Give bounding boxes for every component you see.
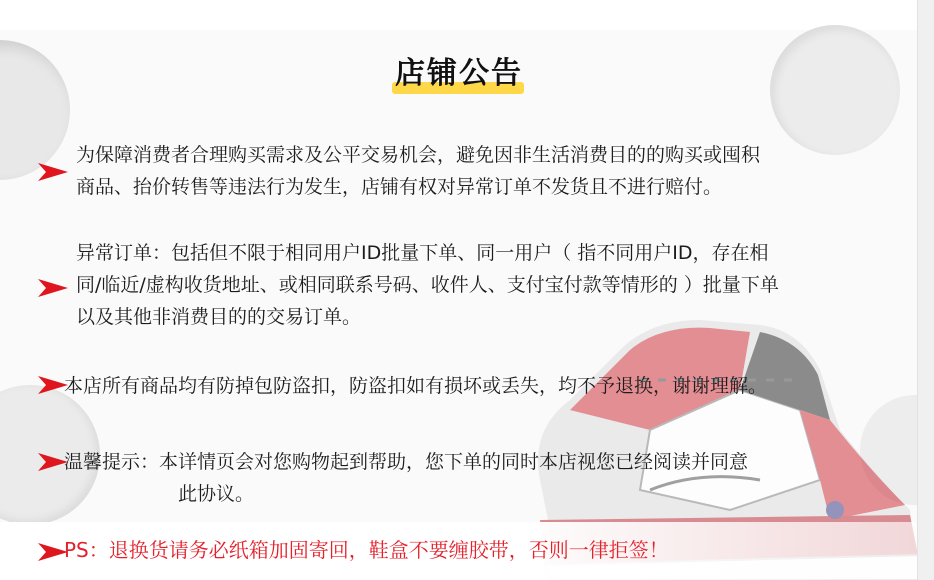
notice-line: 商品、抬价转售等违法行为发生，店铺有权对异常订单不发货且不进行赔付。	[76, 176, 723, 198]
red-arrow-icon	[38, 163, 68, 181]
notice-line: 以及其他非消费目的的交易订单。	[76, 306, 362, 328]
notice-line: 同/临近/虚构收货地址、或相同联系号码、收件人、支付宝付款等情形的 ）批量下单	[76, 274, 779, 296]
notice-line: 为保障消费者合理购买需求及公平交易机会，避免因非生活消费目的的购买或囤积	[76, 144, 761, 166]
scrollbar[interactable]	[917, 0, 934, 580]
notice-item-purchase-policy	[76, 139, 906, 203]
page-title: 店铺公告	[395, 56, 523, 91]
notice-item-abnormal-orders	[76, 237, 906, 333]
notice-item-anti-theft: 本店所有商品均有防掉包防盗扣，防盗扣如有损坏或丢失，均不予退换，谢谢理解。	[64, 375, 768, 397]
notice-item-reminder	[64, 446, 894, 510]
notice-item-ps-return: PS：退换货请务必纸箱加固寄回，鞋盒不要缠胶带，否则一律拒签！	[64, 538, 669, 562]
notice-line: 此协议。	[178, 483, 255, 505]
notice-line: 异常订单：包括但不限于相同用户ID批量下单、同一用户（ 指不同用户ID，存在相	[76, 242, 769, 264]
red-arrow-icon	[38, 279, 68, 297]
top-strip	[0, 0, 918, 30]
notice-line: 温馨提示：本详情页会对您购物起到帮助，您下单的同时本店视您已经阅读并同意	[64, 451, 749, 473]
